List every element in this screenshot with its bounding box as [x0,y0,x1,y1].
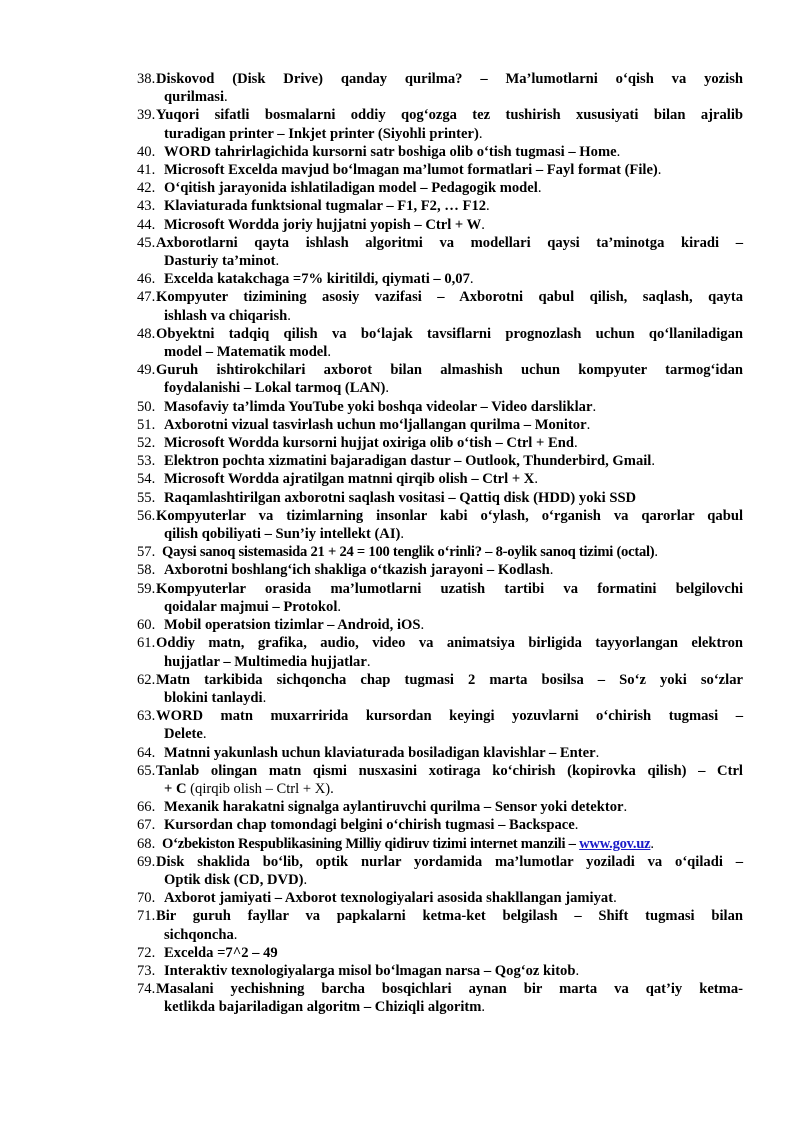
list-item [137,580,743,616]
item-text [137,452,743,470]
item-text-content: Excelda katakchaga =7% kiritildi, qiymati – 0,07 [164,271,470,288]
item-text [137,889,743,907]
item-text [137,179,743,197]
item-period: . [275,253,280,270]
item-text [137,744,743,762]
item-text-continuation: ishlash va chiqarish [164,307,288,324]
item-number: 54. [137,471,156,488]
document-page [0,70,800,1017]
item-text-continuation: ketlikda bajariladigan algoritm – Chiziqli algoritm [164,999,482,1016]
item-text [137,816,743,834]
list-item [137,853,743,889]
item-number: 67. [137,817,156,834]
item-period: . [481,216,485,233]
list-item [137,452,743,470]
item-text-content: Axborotni vizual tasvirlash uchun mo‘ljallangan qurilma – Monitor [164,416,587,433]
item-text-content: Masofaviy ta’limda YouTube yoki boshqa videolar – Video darsliklar [164,398,593,415]
item-text-line-1: Disk shaklida bo‘lib, optik nurlar yordamida ma’lumotlar yoziladi va o‘qiladi – [156,853,743,870]
item-number: 53. [137,453,156,470]
item-text-line-2 [137,926,743,944]
item-period: . [595,744,600,761]
item-text-line-1: Guruh ishtirokchilari axborot bilan almashish uchun kompyuter tarmog‘idan [156,362,743,379]
item-period: . [337,598,342,615]
item-period: . [420,617,425,634]
list-item [137,361,743,397]
list-item [137,798,743,816]
item-number: 45. [137,234,156,251]
list-item [137,179,743,197]
item-number: 70. [137,890,156,907]
item-text-note: (qirqib olish – Ctrl + X). [186,780,334,797]
item-period: . [486,198,490,215]
item-period: . [385,380,390,397]
item-text-continuation: hujjatlar – Multimedia hujjatlar [164,653,367,670]
list-item [137,816,743,834]
item-period: . [262,689,267,706]
item-number: 52. [137,435,156,452]
item-text [137,616,743,634]
item-text [137,416,743,434]
item-number: 47. [137,289,156,306]
item-text [137,543,743,561]
item-period: . [573,435,578,452]
item-text-continuation: qurilmasi [164,89,225,106]
item-number: 42. [137,180,156,197]
item-period: . [657,162,662,179]
list-item [137,143,743,161]
item-text-content: Elektron pochta xizmatini bajaradigan dastur – Outlook, Thunderbird, Gmail [164,453,652,470]
item-text-continuation: foydalanishi – Lokal tarmoq (LAN) [164,380,386,397]
item-text-line-1: Kompyuterlar orasida ma’lumotlarni uzatish tartibi va formatini belgilovchi [156,580,743,597]
item-text-line-2 [137,998,743,1016]
item-text-line-2 [137,780,743,798]
item-text-content: Qaysi sanoq sistemasida 21 + 24 = 100 tenglik o‘rinli? – 8-oylik sanoq tizimi (octal) [162,544,655,561]
item-text-continuation: sichqoncha [164,926,234,943]
item-text-line-1: Bir guruh fayllar va papkalarni ketma-ket belgilash – Shift tugmasi bilan [156,908,743,925]
item-text-line-1: Masalani yechishning barcha bosqichlari aynan bir marta va qat’iy ketma- [156,981,743,998]
item-number: 40. [137,143,156,160]
item-period: . [616,143,621,160]
list-item [137,234,743,270]
item-period: . [623,799,628,816]
item-text-content: Microsoft Wordda ajratilgan matnni qirqib olish – Ctrl + X [164,471,535,488]
item-text-continuation: Dasturiy ta’minot [164,253,276,270]
item-text-line-2 [137,598,743,616]
list-item [137,543,743,561]
list-item [137,616,743,634]
item-text [137,470,743,488]
list-item [137,325,743,361]
item-text-content: Matnni yakunlash uchun klaviaturada bosiladigan klavishlar – Enter [164,744,596,761]
item-text [137,434,743,452]
list-item [137,197,743,215]
list-item [137,416,743,434]
list-item [137,744,743,762]
item-period: . [469,271,474,288]
item-text-line-2 [137,379,743,397]
list-item [137,634,743,670]
list-item [137,889,743,907]
list-item [137,106,743,142]
item-period: . [575,962,580,979]
list-item [137,216,743,234]
item-text-continuation: Optik disk (CD, DVD) [164,871,304,888]
item-text-continuation: + C [164,780,187,797]
item-number: 63. [137,708,156,725]
list-item [137,762,743,798]
item-number: 39. [137,107,156,124]
list-item [137,434,743,452]
item-period: . [651,453,656,470]
list-item [137,270,743,288]
item-text-line-2 [137,307,743,325]
item-text-content: O‘qitish jarayonida ishlatiladigan model – Pedagogik model [164,180,538,197]
item-period: . [478,125,483,142]
item-number: 55. [137,489,156,506]
item-text-content: Interaktiv texnologiyalarga misol bo‘lmagan narsa – Qog‘oz kitob [164,962,576,979]
item-number: 72. [137,944,156,961]
list-item [137,835,743,853]
item-number: 61. [137,635,156,652]
item-text-line-2 [137,88,743,106]
item-period: . [574,817,579,834]
item-number: 68. [137,835,156,852]
item-text [137,216,743,234]
item-period: . [224,89,228,106]
list-item [137,962,743,980]
item-period: . [650,835,654,852]
item-period: . [549,562,554,579]
item-number: 73. [137,962,156,979]
list-item [137,561,743,579]
item-number: 43. [137,198,156,215]
item-text [137,197,743,215]
list-item [137,288,743,324]
item-text-continuation: Delete [164,726,203,743]
item-text-content: Axborotni boshlang‘ich shakliga o‘tkazish jarayoni – Kodlash [164,562,550,579]
item-text-content: Mexanik harakatni signalga aylantiruvchi qurilma – Sensor yoki detektor [164,799,624,816]
list-item [137,70,743,106]
item-period: . [586,416,591,433]
item-text-line-2 [137,725,743,743]
item-text-line-1: Diskovod (Disk Drive) qanday qurilma? – Ma’lumotlarni o‘qish va yozish [156,71,743,87]
item-number: 69. [137,853,156,870]
item-period: . [613,890,617,907]
item-text-content: Microsoft Excelda mavjud bo‘lmagan ma’lumot formatlari – Fayl format (File) [164,162,658,179]
list-item [137,944,743,962]
item-text-continuation: model – Matematik model [164,344,328,361]
item-text [137,962,743,980]
list-item [137,707,743,743]
item-text-line-1: Yuqori sifatli bosmalarni oddiy qog‘ozga tez tushirish xususiyati bilan ajralib [156,107,743,124]
item-text-content: Microsoft Wordda joriy hujjatni yopish – Ctrl + W [164,216,482,233]
item-number: 66. [137,799,156,816]
item-text-content: WORD tahrirlagichida kursorni satr boshiga olib o‘tish tugmasi – Home [164,143,617,160]
item-text-content: Axborot jamiyati – Axborot texnologiyalari asosida shakllangan jamiyat [164,890,614,907]
item-number: 50. [137,398,156,415]
item-text [137,798,743,816]
item-period: . [366,653,371,670]
item-text [137,270,743,288]
item-text-continuation: blokini tanlaydi [164,689,263,706]
item-number: 60. [137,617,156,634]
item-text-content: Microsoft Wordda kursorni hujjat oxiriga olib o‘tish – Ctrl + End [164,435,574,452]
list-item [137,507,743,543]
item-text [137,398,743,416]
item-number: 49. [137,362,156,379]
item-number: 48. [137,325,156,342]
item-period: . [537,180,542,197]
item-text-continuation: turadigan printer – Inkjet printer (Siyohli printer) [164,125,479,142]
item-period: . [202,726,207,743]
item-text-line-1: Kompyuterlar va tizimlarning insonlar kabi o‘ylash, o‘rganish va qarorlar qabul [156,507,743,524]
list-item [137,398,743,416]
item-number: 71. [137,908,156,925]
item-number: 56. [137,507,156,524]
list-item [137,489,743,507]
item-text-line-2 [137,343,743,361]
item-number: 65. [137,762,156,779]
item-text-line-2 [137,525,743,543]
item-text-line-1: Kompyuter tizimining asosiy vazifasi – Axborotni qabul qilish, saqlash, qayta [156,289,743,306]
item-number: 46. [137,271,156,288]
item-number: 59. [137,580,156,597]
item-period: . [534,471,539,488]
list-item [137,671,743,707]
item-text-line-2 [137,125,743,143]
item-text-continuation: qilish qobiliyati – Sun’iy intellekt (AI) [164,526,401,543]
item-number: 51. [137,416,156,433]
item-period: . [287,307,291,324]
item-number: 64. [137,744,156,761]
item-period: . [327,344,331,361]
item-text [137,489,743,507]
item-text-line-1: WORD matn muxarririda kursordan keyingi yozuvlarni o‘chirish tugmasi – [156,708,743,725]
item-text-line-1: Matn tarkibida sichqoncha chap tugmasi 2 marta bosilsa – So‘z yoki so‘zlar [156,671,743,688]
item-text-line-2 [137,689,743,707]
item-text-line-2 [137,653,743,671]
item-text-line-2 [137,252,743,270]
item-period: . [592,398,597,415]
item-number: 38. [137,71,156,87]
item-text [137,835,743,853]
item-text-line-1: Obyektni tadqiq qilish va bo‘lajak tavsiflarni prognozlash uchun qo‘llaniladigan [156,325,743,342]
item-number: 74. [137,981,156,998]
item-text-continuation: qoidalar majmui – Protokol [164,598,338,615]
item-number: 44. [137,216,156,233]
list-item [137,907,743,943]
item-period: . [400,526,405,543]
item-number: 62. [137,671,156,688]
item-text-content: Mobil operatsion tizimlar – Android, iOS [164,617,421,634]
item-text-line-1: Tanlab olingan matn qismi nusxasini xotiraga ko‘chirish (kopirovka qilish) – Ctrl [156,762,743,779]
item-text [137,561,743,579]
item-text-content: Klaviaturada funktsional tugmalar – F1, F2, … F12 [164,198,487,215]
item-number: 58. [137,562,156,579]
item-period: . [233,926,238,943]
item-period: . [481,999,486,1016]
item-text-content: Raqamlashtirilgan axborotni saqlash vositasi – Qattiq disk (HDD) yoki SSD [164,489,637,506]
item-text [137,143,743,161]
item-period: . [303,871,308,888]
item-period: . [654,544,658,561]
item-number: 41. [137,162,156,179]
item-text-line-2 [137,871,743,889]
item-text-content: O‘zbekiston Respublikasining Milliy qidiruv tizimi internet manzili – [162,835,580,852]
item-number: 57. [137,544,156,561]
item-text-line-1: Oddiy matn, grafika, audio, video va animatsiya birligida tayyorlangan elektron [156,635,743,652]
website-link[interactable]: www.gov.uz [579,835,651,852]
item-text [137,161,743,179]
item-text-content: Kursordan chap tomondagi belgini o‘chirish tugmasi – Backspace [164,817,575,834]
item-text-line-1: Axborotlarni qayta ishlash algoritmi va modellari qaysi ta’minotga kiradi – [156,234,743,251]
list-item [137,470,743,488]
list-item [137,980,743,1016]
list-item [137,161,743,179]
item-text [137,944,743,962]
item-text-content: Excelda =7^2 – 49 [164,944,278,961]
